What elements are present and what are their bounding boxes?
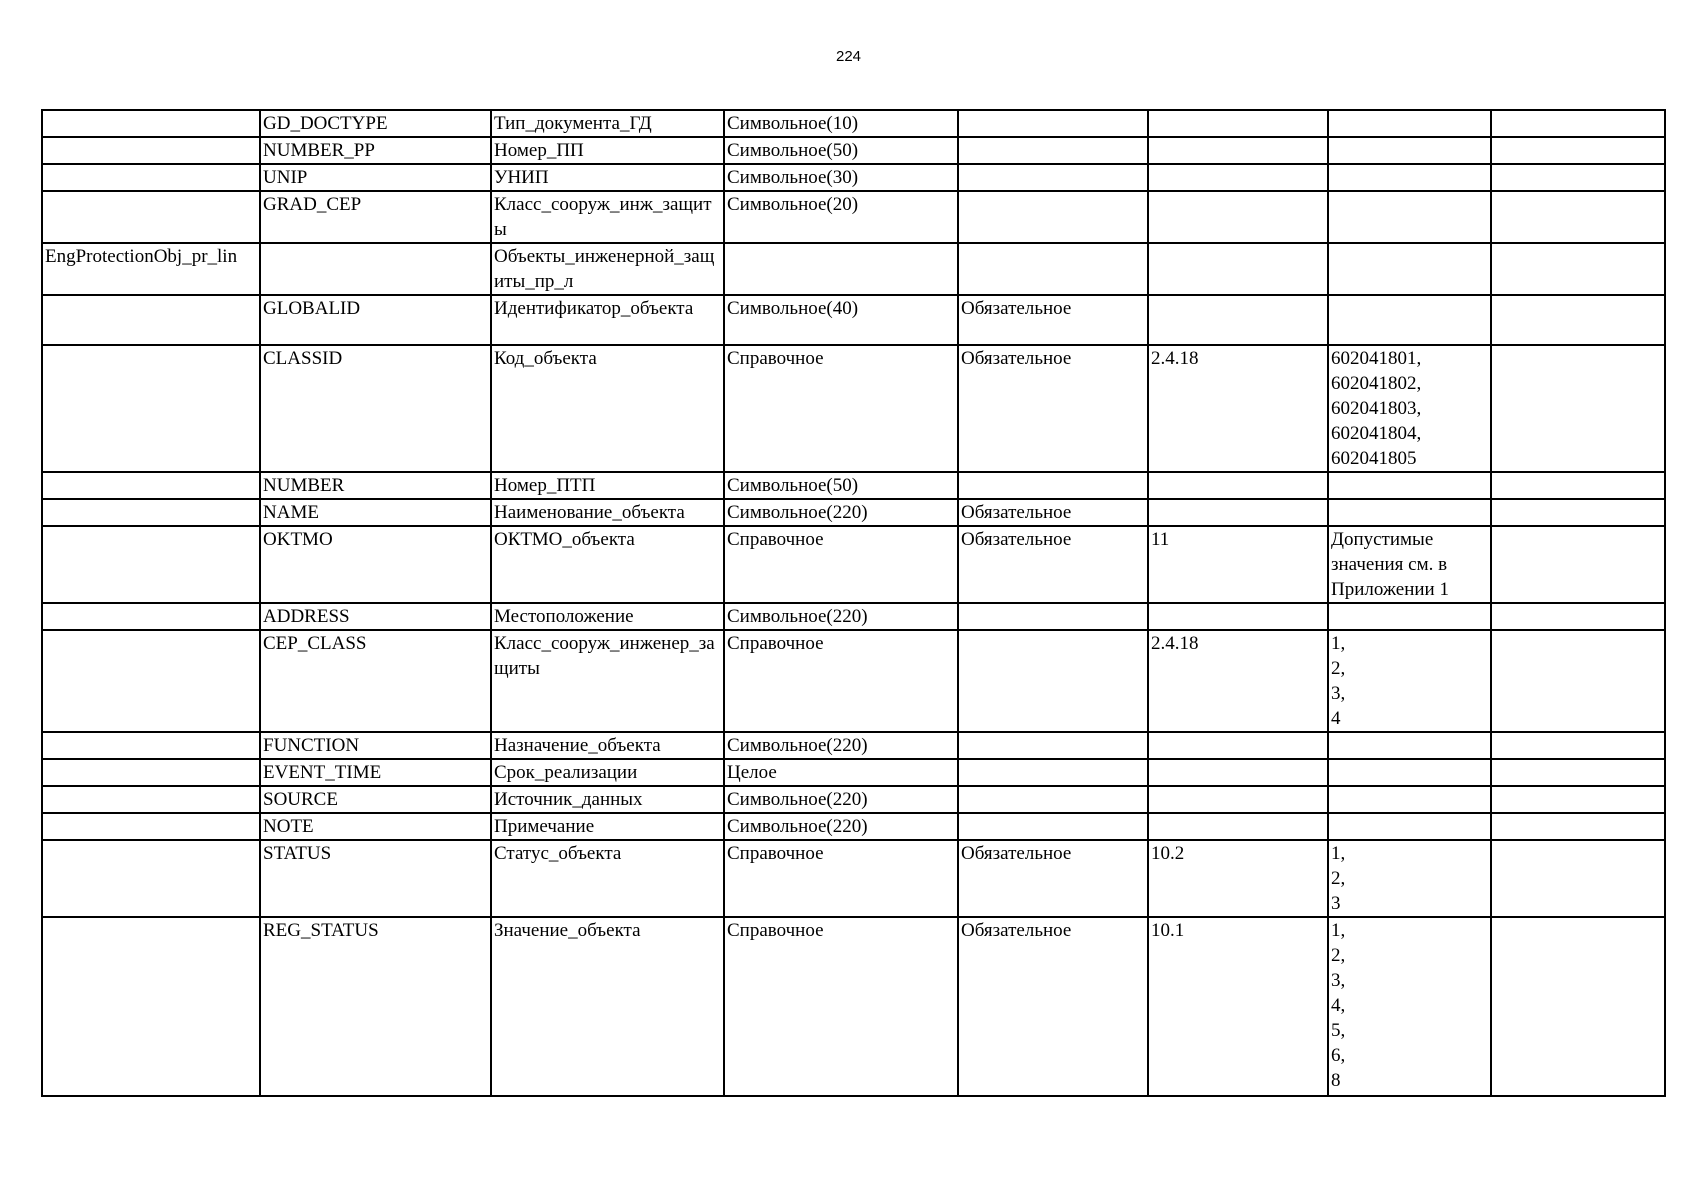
cell-text: GLOBALID bbox=[263, 298, 361, 319]
field-alias-cell bbox=[491, 630, 724, 732]
field-type-cell bbox=[724, 630, 958, 732]
field-name-cell bbox=[260, 345, 491, 472]
reference-cell bbox=[1148, 917, 1328, 1096]
field-name-cell bbox=[260, 110, 491, 137]
field-type-cell bbox=[724, 137, 958, 164]
allowed-values-cell bbox=[1328, 917, 1491, 1096]
cell-text: EVENT_TIME bbox=[263, 762, 382, 783]
allowed-values-cell bbox=[1328, 191, 1491, 243]
field-alias-cell bbox=[491, 917, 724, 1096]
reference-cell bbox=[1148, 526, 1328, 603]
note-cell bbox=[1491, 917, 1665, 1096]
reference-cell bbox=[1148, 603, 1328, 630]
cell-text: 602041804, bbox=[1331, 423, 1422, 444]
layer-name-cell bbox=[42, 295, 260, 345]
field-alias-cell bbox=[491, 603, 724, 630]
note-cell bbox=[1491, 499, 1665, 526]
reference-cell bbox=[1148, 732, 1328, 759]
layer-name-cell bbox=[42, 499, 260, 526]
required-cell bbox=[958, 191, 1148, 243]
layer-name-cell bbox=[42, 630, 260, 732]
cell-text: NAME bbox=[263, 502, 319, 523]
cell-text: Символьное(220) bbox=[727, 789, 868, 810]
table-row bbox=[42, 110, 1665, 137]
required-cell bbox=[958, 603, 1148, 630]
note-cell bbox=[1491, 813, 1665, 840]
allowed-values-cell bbox=[1328, 243, 1491, 295]
field-name-cell bbox=[260, 472, 491, 499]
required-cell bbox=[958, 917, 1148, 1096]
field-name-cell bbox=[260, 499, 491, 526]
note-cell bbox=[1491, 110, 1665, 137]
cell-text: Справочное bbox=[727, 348, 824, 369]
required-cell bbox=[958, 759, 1148, 786]
cell-text: Символьное(20) bbox=[727, 194, 859, 215]
cell-text: Источник_данных bbox=[494, 789, 643, 810]
cell-text: Обязательное bbox=[961, 298, 1072, 319]
reference-cell bbox=[1148, 759, 1328, 786]
cell-text: Приложении 1 bbox=[1331, 579, 1449, 600]
page-number: 224 bbox=[835, 48, 862, 65]
required-cell bbox=[958, 499, 1148, 526]
field-alias-cell bbox=[491, 786, 724, 813]
reference-cell bbox=[1148, 840, 1328, 917]
cell-text: Наименование_объекта bbox=[494, 502, 685, 523]
layer-name-cell bbox=[42, 472, 260, 499]
layer-name-cell bbox=[42, 786, 260, 813]
allowed-values-cell bbox=[1328, 137, 1491, 164]
cell-text: STATUS bbox=[263, 843, 332, 864]
layer-name-cell bbox=[42, 243, 260, 295]
required-cell bbox=[958, 840, 1148, 917]
required-cell bbox=[958, 786, 1148, 813]
layer-name-cell bbox=[42, 110, 260, 137]
reference-cell bbox=[1148, 137, 1328, 164]
note-cell bbox=[1491, 840, 1665, 917]
cell-text: Символьное(220) bbox=[727, 735, 868, 756]
note-cell bbox=[1491, 786, 1665, 813]
field-type-cell bbox=[724, 472, 958, 499]
attribute-table bbox=[41, 109, 1666, 1097]
cell-text: 11 bbox=[1151, 529, 1170, 550]
field-name-cell bbox=[260, 243, 491, 295]
cell-text: Срок_реализации bbox=[494, 762, 638, 783]
note-cell bbox=[1491, 472, 1665, 499]
reference-cell bbox=[1148, 243, 1328, 295]
layer-name-cell bbox=[42, 603, 260, 630]
field-alias-cell bbox=[491, 295, 724, 345]
field-type-cell bbox=[724, 732, 958, 759]
cell-text: 2, bbox=[1331, 868, 1346, 889]
note-cell bbox=[1491, 295, 1665, 345]
allowed-values-cell bbox=[1328, 472, 1491, 499]
table-row bbox=[42, 137, 1665, 164]
reference-cell bbox=[1148, 499, 1328, 526]
field-name-cell bbox=[260, 917, 491, 1096]
allowed-values-cell bbox=[1328, 630, 1491, 732]
table-row bbox=[42, 813, 1665, 840]
field-name-cell bbox=[260, 164, 491, 191]
cell-text: Обязательное bbox=[961, 502, 1072, 523]
allowed-values-cell bbox=[1328, 110, 1491, 137]
table-row bbox=[42, 295, 1665, 345]
cell-text: Статус_объекта bbox=[494, 843, 622, 864]
table-row bbox=[42, 526, 1665, 603]
field-type-cell bbox=[724, 295, 958, 345]
field-type-cell bbox=[724, 345, 958, 472]
allowed-values-cell bbox=[1328, 786, 1491, 813]
field-type-cell bbox=[724, 526, 958, 603]
cell-text: 2, bbox=[1331, 945, 1346, 966]
cell-text: 3, bbox=[1331, 683, 1346, 704]
cell-text: ОКТМО_объекта bbox=[494, 529, 635, 550]
field-name-cell bbox=[260, 630, 491, 732]
field-type-cell bbox=[724, 499, 958, 526]
required-cell bbox=[958, 813, 1148, 840]
field-type-cell bbox=[724, 243, 958, 295]
cell-text: Тип_документа_ГД bbox=[494, 113, 652, 134]
reference-cell bbox=[1148, 295, 1328, 345]
required-cell bbox=[958, 345, 1148, 472]
cell-text: 602041801, bbox=[1331, 348, 1422, 369]
cell-text: Обязательное bbox=[961, 920, 1072, 941]
cell-text: Символьное(40) bbox=[727, 298, 859, 319]
cell-text: 4, bbox=[1331, 995, 1346, 1016]
cell-text: Значение_объекта bbox=[494, 920, 641, 941]
cell-text: значения см. в bbox=[1331, 554, 1448, 575]
table-row bbox=[42, 917, 1665, 1096]
cell-text: Символьное(220) bbox=[727, 606, 868, 627]
cell-text: CLASSID bbox=[263, 348, 343, 369]
cell-text: OKTMO bbox=[263, 529, 333, 550]
cell-text: NOTE bbox=[263, 816, 314, 837]
cell-text: Идентификатор_объекта bbox=[494, 298, 694, 319]
field-alias-cell bbox=[491, 499, 724, 526]
note-cell bbox=[1491, 191, 1665, 243]
cell-text: CEP_CLASS bbox=[263, 633, 367, 654]
reference-cell bbox=[1148, 345, 1328, 472]
cell-text: Символьное(50) bbox=[727, 475, 859, 496]
required-cell bbox=[958, 110, 1148, 137]
cell-text: Номер_ПТП bbox=[494, 475, 596, 496]
field-alias-cell bbox=[491, 345, 724, 472]
table-row bbox=[42, 759, 1665, 786]
allowed-values-cell bbox=[1328, 526, 1491, 603]
table-row bbox=[42, 630, 1665, 732]
allowed-values-cell bbox=[1328, 813, 1491, 840]
allowed-values-cell bbox=[1328, 732, 1491, 759]
cell-text: Справочное bbox=[727, 633, 824, 654]
field-alias-cell bbox=[491, 243, 724, 295]
note-cell bbox=[1491, 137, 1665, 164]
cell-text: Назначение_объекта bbox=[494, 735, 661, 756]
layer-name-cell bbox=[42, 840, 260, 917]
field-alias-cell bbox=[491, 840, 724, 917]
field-alias-cell bbox=[491, 164, 724, 191]
cell-text: Класс_сооруж_инженер_защиты bbox=[494, 633, 715, 679]
cell-text: Номер_ПП bbox=[494, 140, 584, 161]
allowed-values-cell bbox=[1328, 345, 1491, 472]
cell-text: FUNCTION bbox=[263, 735, 360, 756]
required-cell bbox=[958, 732, 1148, 759]
cell-text: 5, bbox=[1331, 1020, 1346, 1041]
layer-name-cell bbox=[42, 732, 260, 759]
cell-text: 10.1 bbox=[1151, 920, 1185, 941]
cell-text: GD_DOCTYPE bbox=[263, 113, 388, 134]
cell-text: Целое bbox=[727, 762, 777, 783]
cell-text: Код_объекта bbox=[494, 348, 597, 369]
cell-text: REG_STATUS bbox=[263, 920, 379, 941]
reference-cell bbox=[1148, 110, 1328, 137]
cell-text: Местоположение bbox=[494, 606, 634, 627]
required-cell bbox=[958, 295, 1148, 345]
cell-text: 2.4.18 bbox=[1151, 633, 1199, 654]
layer-name-cell bbox=[42, 759, 260, 786]
cell-text: УНИП bbox=[494, 167, 549, 188]
table-row bbox=[42, 243, 1665, 295]
field-name-cell bbox=[260, 137, 491, 164]
reference-cell bbox=[1148, 786, 1328, 813]
note-cell bbox=[1491, 759, 1665, 786]
table-row bbox=[42, 499, 1665, 526]
field-name-cell bbox=[260, 813, 491, 840]
cell-text: 10.2 bbox=[1151, 843, 1185, 864]
field-alias-cell bbox=[491, 191, 724, 243]
reference-cell bbox=[1148, 164, 1328, 191]
note-cell bbox=[1491, 243, 1665, 295]
table-row bbox=[42, 603, 1665, 630]
cell-text: 1, bbox=[1331, 633, 1346, 654]
field-alias-cell bbox=[491, 732, 724, 759]
required-cell bbox=[958, 630, 1148, 732]
cell-text: Обязательное bbox=[961, 843, 1072, 864]
layer-name-cell bbox=[42, 917, 260, 1096]
table-row bbox=[42, 840, 1665, 917]
cell-text: SOURCE bbox=[263, 789, 338, 810]
cell-text: Обязательное bbox=[961, 529, 1072, 550]
allowed-values-cell bbox=[1328, 499, 1491, 526]
required-cell bbox=[958, 526, 1148, 603]
field-alias-cell bbox=[491, 759, 724, 786]
cell-text: Обязательное bbox=[961, 348, 1072, 369]
field-name-cell bbox=[260, 759, 491, 786]
cell-text: Справочное bbox=[727, 920, 824, 941]
allowed-values-cell bbox=[1328, 840, 1491, 917]
allowed-values-cell bbox=[1328, 164, 1491, 191]
table-row bbox=[42, 345, 1665, 472]
cell-text: NUMBER bbox=[263, 475, 345, 496]
required-cell bbox=[958, 164, 1148, 191]
field-name-cell bbox=[260, 191, 491, 243]
field-alias-cell bbox=[491, 472, 724, 499]
field-type-cell bbox=[724, 840, 958, 917]
layer-name-cell bbox=[42, 137, 260, 164]
cell-text: 3 bbox=[1331, 893, 1341, 914]
required-cell bbox=[958, 243, 1148, 295]
cell-text: NUMBER_PP bbox=[263, 140, 375, 161]
table-row bbox=[42, 472, 1665, 499]
cell-text: Примечание bbox=[494, 816, 595, 837]
note-cell bbox=[1491, 630, 1665, 732]
note-cell bbox=[1491, 603, 1665, 630]
field-type-cell bbox=[724, 917, 958, 1096]
field-name-cell bbox=[260, 786, 491, 813]
table-row bbox=[42, 732, 1665, 759]
field-type-cell bbox=[724, 164, 958, 191]
reference-cell bbox=[1148, 472, 1328, 499]
table-row bbox=[42, 164, 1665, 191]
cell-text: 1, bbox=[1331, 843, 1346, 864]
field-alias-cell bbox=[491, 813, 724, 840]
field-name-cell bbox=[260, 295, 491, 345]
layer-name-cell bbox=[42, 813, 260, 840]
field-type-cell bbox=[724, 813, 958, 840]
reference-cell bbox=[1148, 630, 1328, 732]
field-alias-cell bbox=[491, 137, 724, 164]
field-name-cell bbox=[260, 526, 491, 603]
reference-cell bbox=[1148, 813, 1328, 840]
cell-text: UNIP bbox=[263, 167, 308, 188]
cell-text: Символьное(50) bbox=[727, 140, 859, 161]
cell-text: 4 bbox=[1331, 708, 1341, 729]
cell-text: Символьное(220) bbox=[727, 502, 868, 523]
cell-text: 602041802, bbox=[1331, 373, 1422, 394]
layer-name-cell bbox=[42, 164, 260, 191]
cell-text: ADDRESS bbox=[263, 606, 350, 627]
table-row bbox=[42, 786, 1665, 813]
layer-name-cell bbox=[42, 345, 260, 472]
note-cell bbox=[1491, 732, 1665, 759]
cell-text: 1, bbox=[1331, 920, 1346, 941]
cell-text: 602041803, bbox=[1331, 398, 1422, 419]
cell-text: EngProtectionObj_pr_lin bbox=[45, 246, 238, 267]
cell-text: Символьное(220) bbox=[727, 816, 868, 837]
field-type-cell bbox=[724, 759, 958, 786]
layer-name-cell bbox=[42, 526, 260, 603]
allowed-values-cell bbox=[1328, 759, 1491, 786]
cell-text: Справочное bbox=[727, 529, 824, 550]
field-name-cell bbox=[260, 603, 491, 630]
field-type-cell bbox=[724, 110, 958, 137]
reference-cell bbox=[1148, 191, 1328, 243]
cell-text: GRAD_CEP bbox=[263, 194, 362, 215]
field-alias-cell bbox=[491, 526, 724, 603]
cell-text: Класс_сооруж_инж_защиты bbox=[494, 194, 712, 240]
cell-text: 6, bbox=[1331, 1045, 1346, 1066]
cell-text: Допустимые bbox=[1331, 529, 1434, 550]
cell-text: Символьное(10) bbox=[727, 113, 859, 134]
cell-text: 8 bbox=[1331, 1070, 1341, 1091]
cell-text: Объекты_инженерной_защиты_пр_л bbox=[494, 246, 715, 292]
layer-name-cell bbox=[42, 191, 260, 243]
note-cell bbox=[1491, 164, 1665, 191]
field-name-cell bbox=[260, 732, 491, 759]
field-alias-cell bbox=[491, 110, 724, 137]
field-type-cell bbox=[724, 191, 958, 243]
cell-text: Справочное bbox=[727, 843, 824, 864]
required-cell bbox=[958, 472, 1148, 499]
field-type-cell bbox=[724, 603, 958, 630]
field-type-cell bbox=[724, 786, 958, 813]
cell-text: 3, bbox=[1331, 970, 1346, 991]
cell-text: 2, bbox=[1331, 658, 1346, 679]
note-cell bbox=[1491, 526, 1665, 603]
cell-text: Символьное(30) bbox=[727, 167, 859, 188]
cell-text: 602041805 bbox=[1331, 448, 1417, 469]
note-cell bbox=[1491, 345, 1665, 472]
table-body bbox=[42, 110, 1665, 1096]
allowed-values-cell bbox=[1328, 603, 1491, 630]
required-cell bbox=[958, 137, 1148, 164]
field-name-cell bbox=[260, 840, 491, 917]
cell-text: 2.4.18 bbox=[1151, 348, 1199, 369]
allowed-values-cell bbox=[1328, 295, 1491, 345]
table-row bbox=[42, 191, 1665, 243]
